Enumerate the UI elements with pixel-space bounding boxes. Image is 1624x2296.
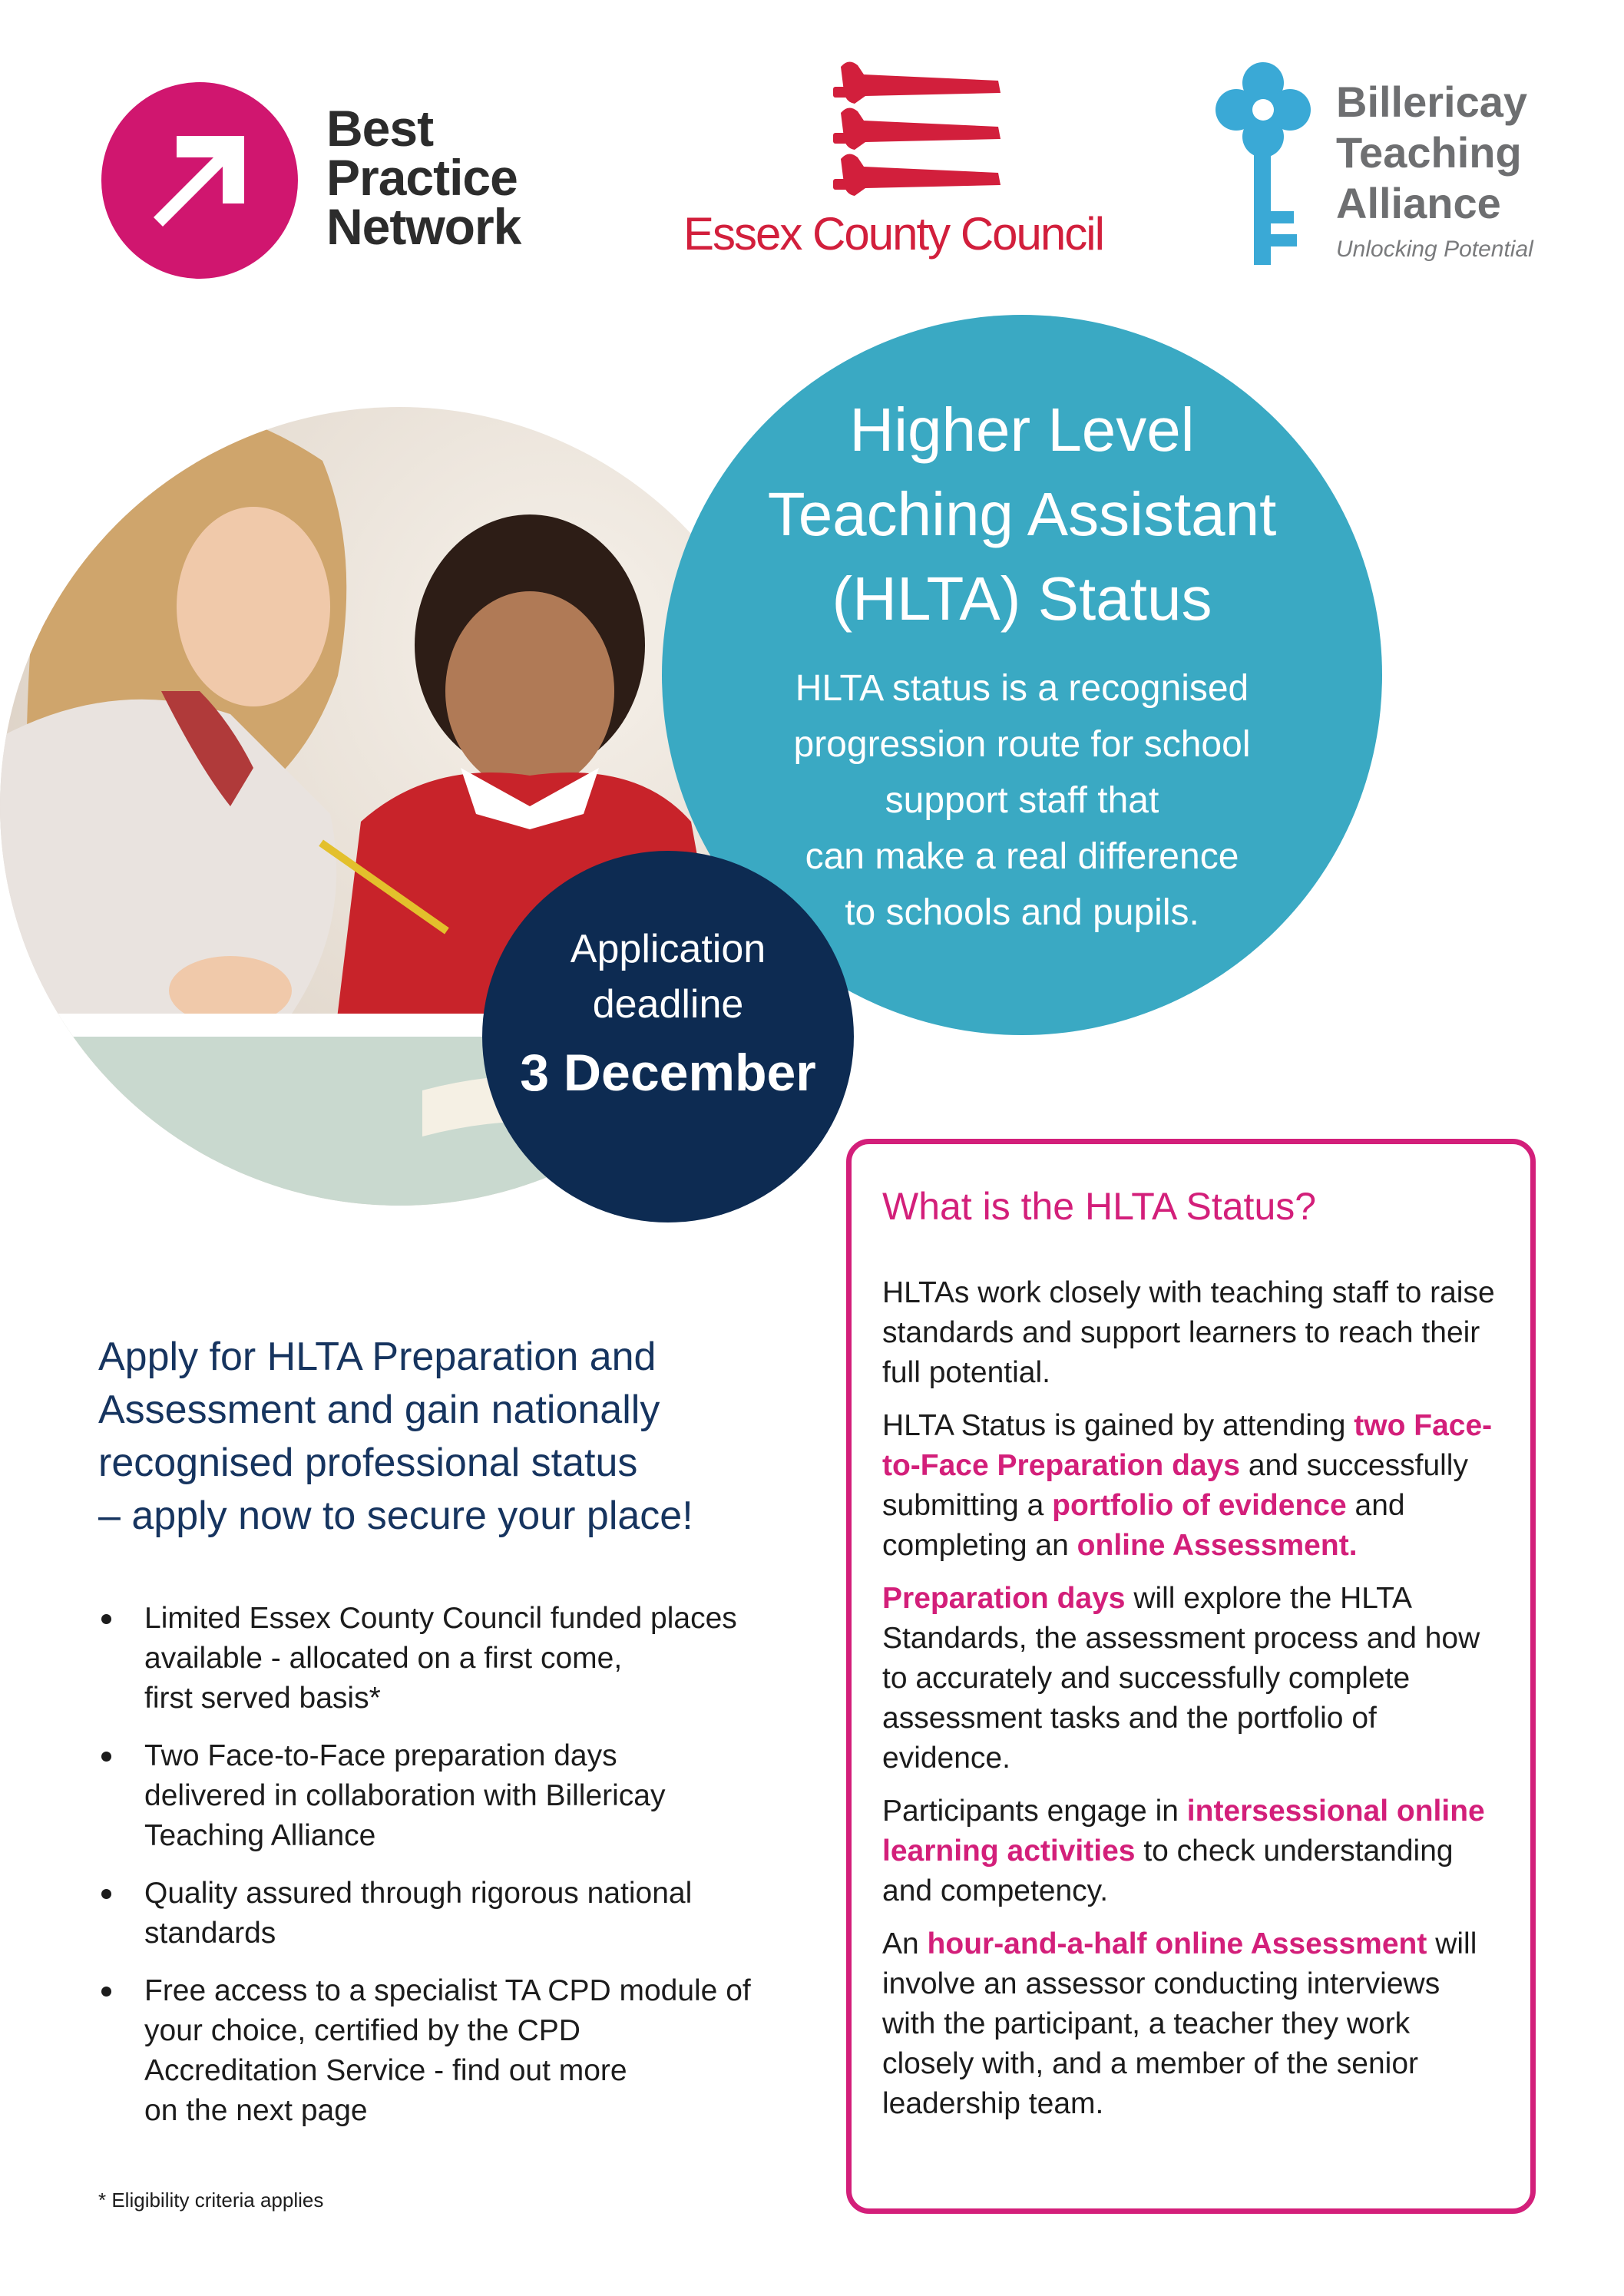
lead-line-2: Assessment and gain nationally xyxy=(98,1388,660,1432)
deadline-date: 3 December xyxy=(520,1044,816,1102)
box-title: What is the HLTA Status? xyxy=(882,1185,1317,1228)
lead-line-4: – apply now to secure your place! xyxy=(98,1494,693,1538)
hero-body-line-2: progression route for school xyxy=(793,724,1251,765)
list-item: Free access to a specialist TA CPD module of your choice, certified by the CPD Accreditation Service - find out more on the next page xyxy=(98,1971,812,2131)
deadline-label-line-2: deadline xyxy=(592,982,744,1027)
hero-title-line-1: Higher Level xyxy=(849,395,1195,464)
bpn-line-2: Practice xyxy=(326,149,518,206)
hero-title-line-3: (HLTA) Status xyxy=(832,564,1212,633)
list-item: Two Face-to-Face preparation days delivered in collaboration with Billericay Teaching Alliance xyxy=(98,1736,812,1856)
hero-title-line-2: Teaching Assistant xyxy=(767,480,1277,548)
lead-line-1: Apply for HLTA Preparation and xyxy=(98,1335,657,1379)
box-paragraph-3: Preparation days will explore the HLTA Standards, the assessment process and how to accurately and successfully complete assessment tasks and the portfolio of evidence. xyxy=(882,1582,1480,1775)
deadline-label-line-1: Application xyxy=(570,927,766,971)
box-paragraph-4: Participants engage in intersessional online learning activities to check understanding and competency. xyxy=(882,1795,1485,1907)
bpn-line-3: Network xyxy=(326,198,521,255)
lead-line-3: recognised professional status xyxy=(98,1441,638,1485)
bta-line-3: Alliance xyxy=(1336,179,1501,227)
benefits-list xyxy=(98,1599,812,2149)
box-paragraph-5: An hour-and-a-half online Assessment will involve an assessor conducting interviews with the participant, a teacher they work closely with, and a member of the senior leadership team. xyxy=(882,1927,1477,2120)
box-paragraph-2: HLTA Status is gained by attending two Face-to-Face Preparation days and successfully submitting a portfolio of evidence and completing an online Assessment. xyxy=(882,1409,1493,1562)
hero-body-line-5: to schools and pupils. xyxy=(845,892,1199,933)
hero-body-line-3: support staff that xyxy=(885,780,1159,821)
bpn-line-1: Best xyxy=(326,100,434,157)
box-paragraph-1: HLTAs work closely with teaching staff to raise standards and support learners to reach their full potential. xyxy=(882,1276,1495,1389)
hlta-info-box xyxy=(846,1139,1536,2214)
hero-body-line-4: can make a real difference xyxy=(805,836,1239,877)
list-item: Quality assured through rigorous national standards xyxy=(98,1874,812,1954)
bta-line-1: Billericay xyxy=(1336,78,1528,126)
list-item: Limited Essex County Council funded places available - allocated on a first come, first served basis* xyxy=(98,1599,812,1719)
hero-body-line-1: HLTA status is a recognised xyxy=(795,668,1249,709)
eligibility-footnote: * Eligibility criteria applies xyxy=(98,2188,324,2212)
deadline-circle xyxy=(482,851,854,1222)
bta-line-2: Teaching xyxy=(1336,128,1522,177)
bta-tagline: Unlocking Potential xyxy=(1336,237,1533,262)
ecc-name: Essex County Council xyxy=(683,208,1103,260)
